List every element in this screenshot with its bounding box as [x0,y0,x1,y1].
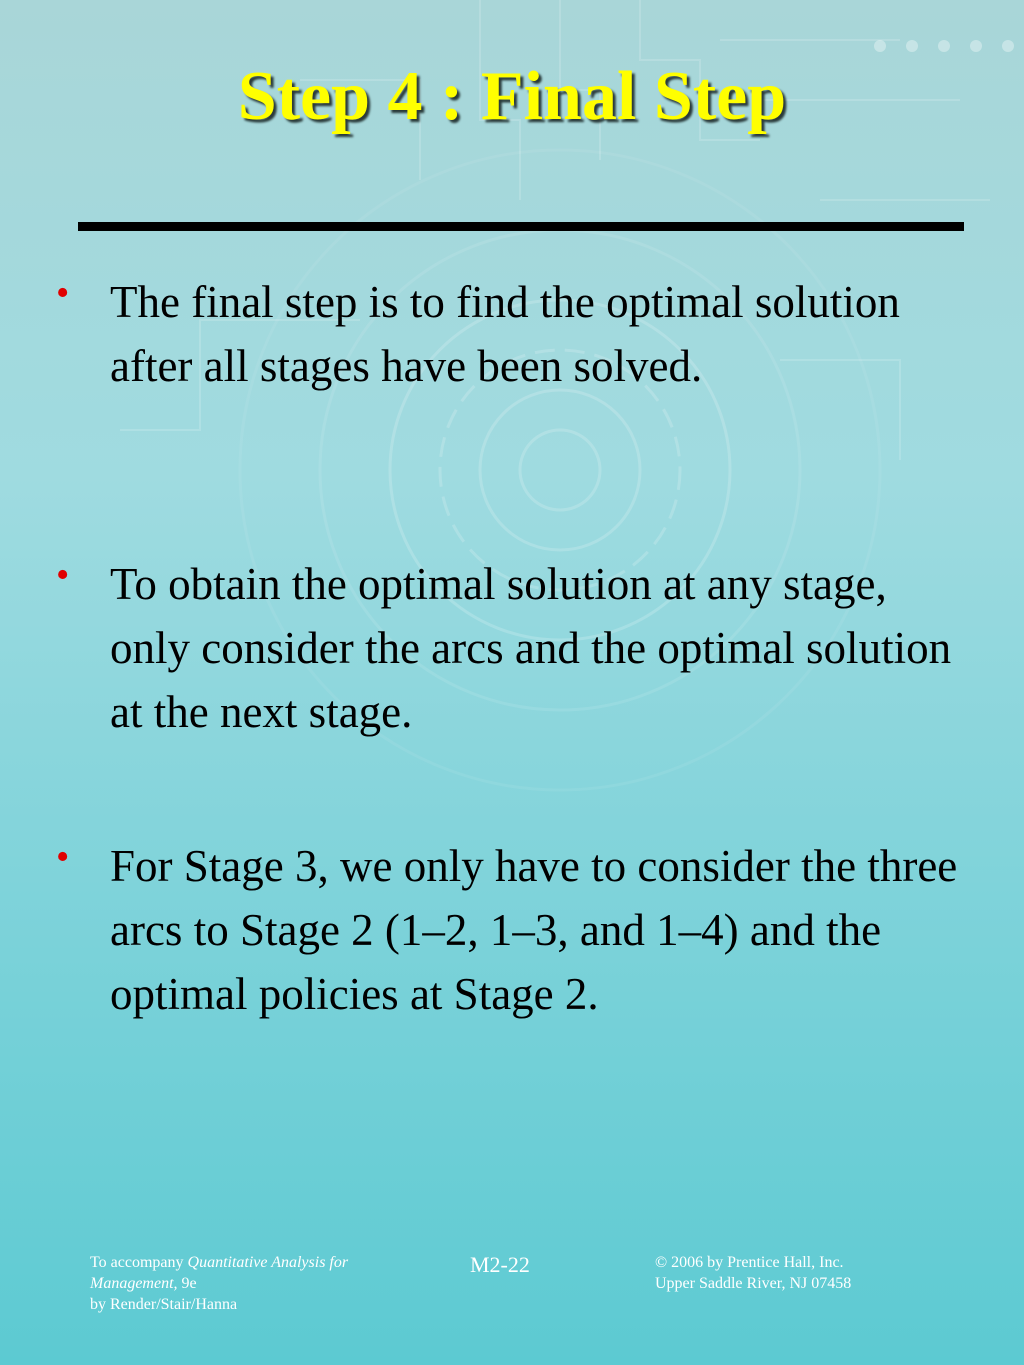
slide-number: M2-22 [470,1252,530,1277]
footer-book-title: Quantitative Analysis for Management, [90,1254,349,1292]
bullet-text: The final step is to find the optimal solution after all stages have been solved. [110,277,900,391]
footer-copyright [655,1252,975,1294]
bullet-marker: • [56,554,70,596]
bullet-text: To obtain the optimal solution at any stage, only consider the arcs and the optimal solution at the next stage. [110,559,952,737]
slide-title: Step 4 : Final Step [237,58,787,135]
copyright-line: © 2006 by Prentice Hall, Inc. [655,1254,844,1271]
footer-edition: 9e [177,1275,197,1292]
footer-prefix: To accompany [90,1254,188,1271]
title-divider [78,222,964,231]
bullet-text: For Stage 3, we only have to consider the three arcs to Stage 2 (1–2, 1–3, and 1–4) and the optimal policies at Stage 2. [110,841,958,1019]
footer-authors: by Render/Stair/Hanna [90,1296,238,1313]
bullet-marker: • [56,836,70,878]
bullet-marker: • [56,272,70,314]
footer-book-credit [90,1252,420,1315]
publisher-address: Upper Saddle River, NJ 07458 [655,1275,852,1292]
